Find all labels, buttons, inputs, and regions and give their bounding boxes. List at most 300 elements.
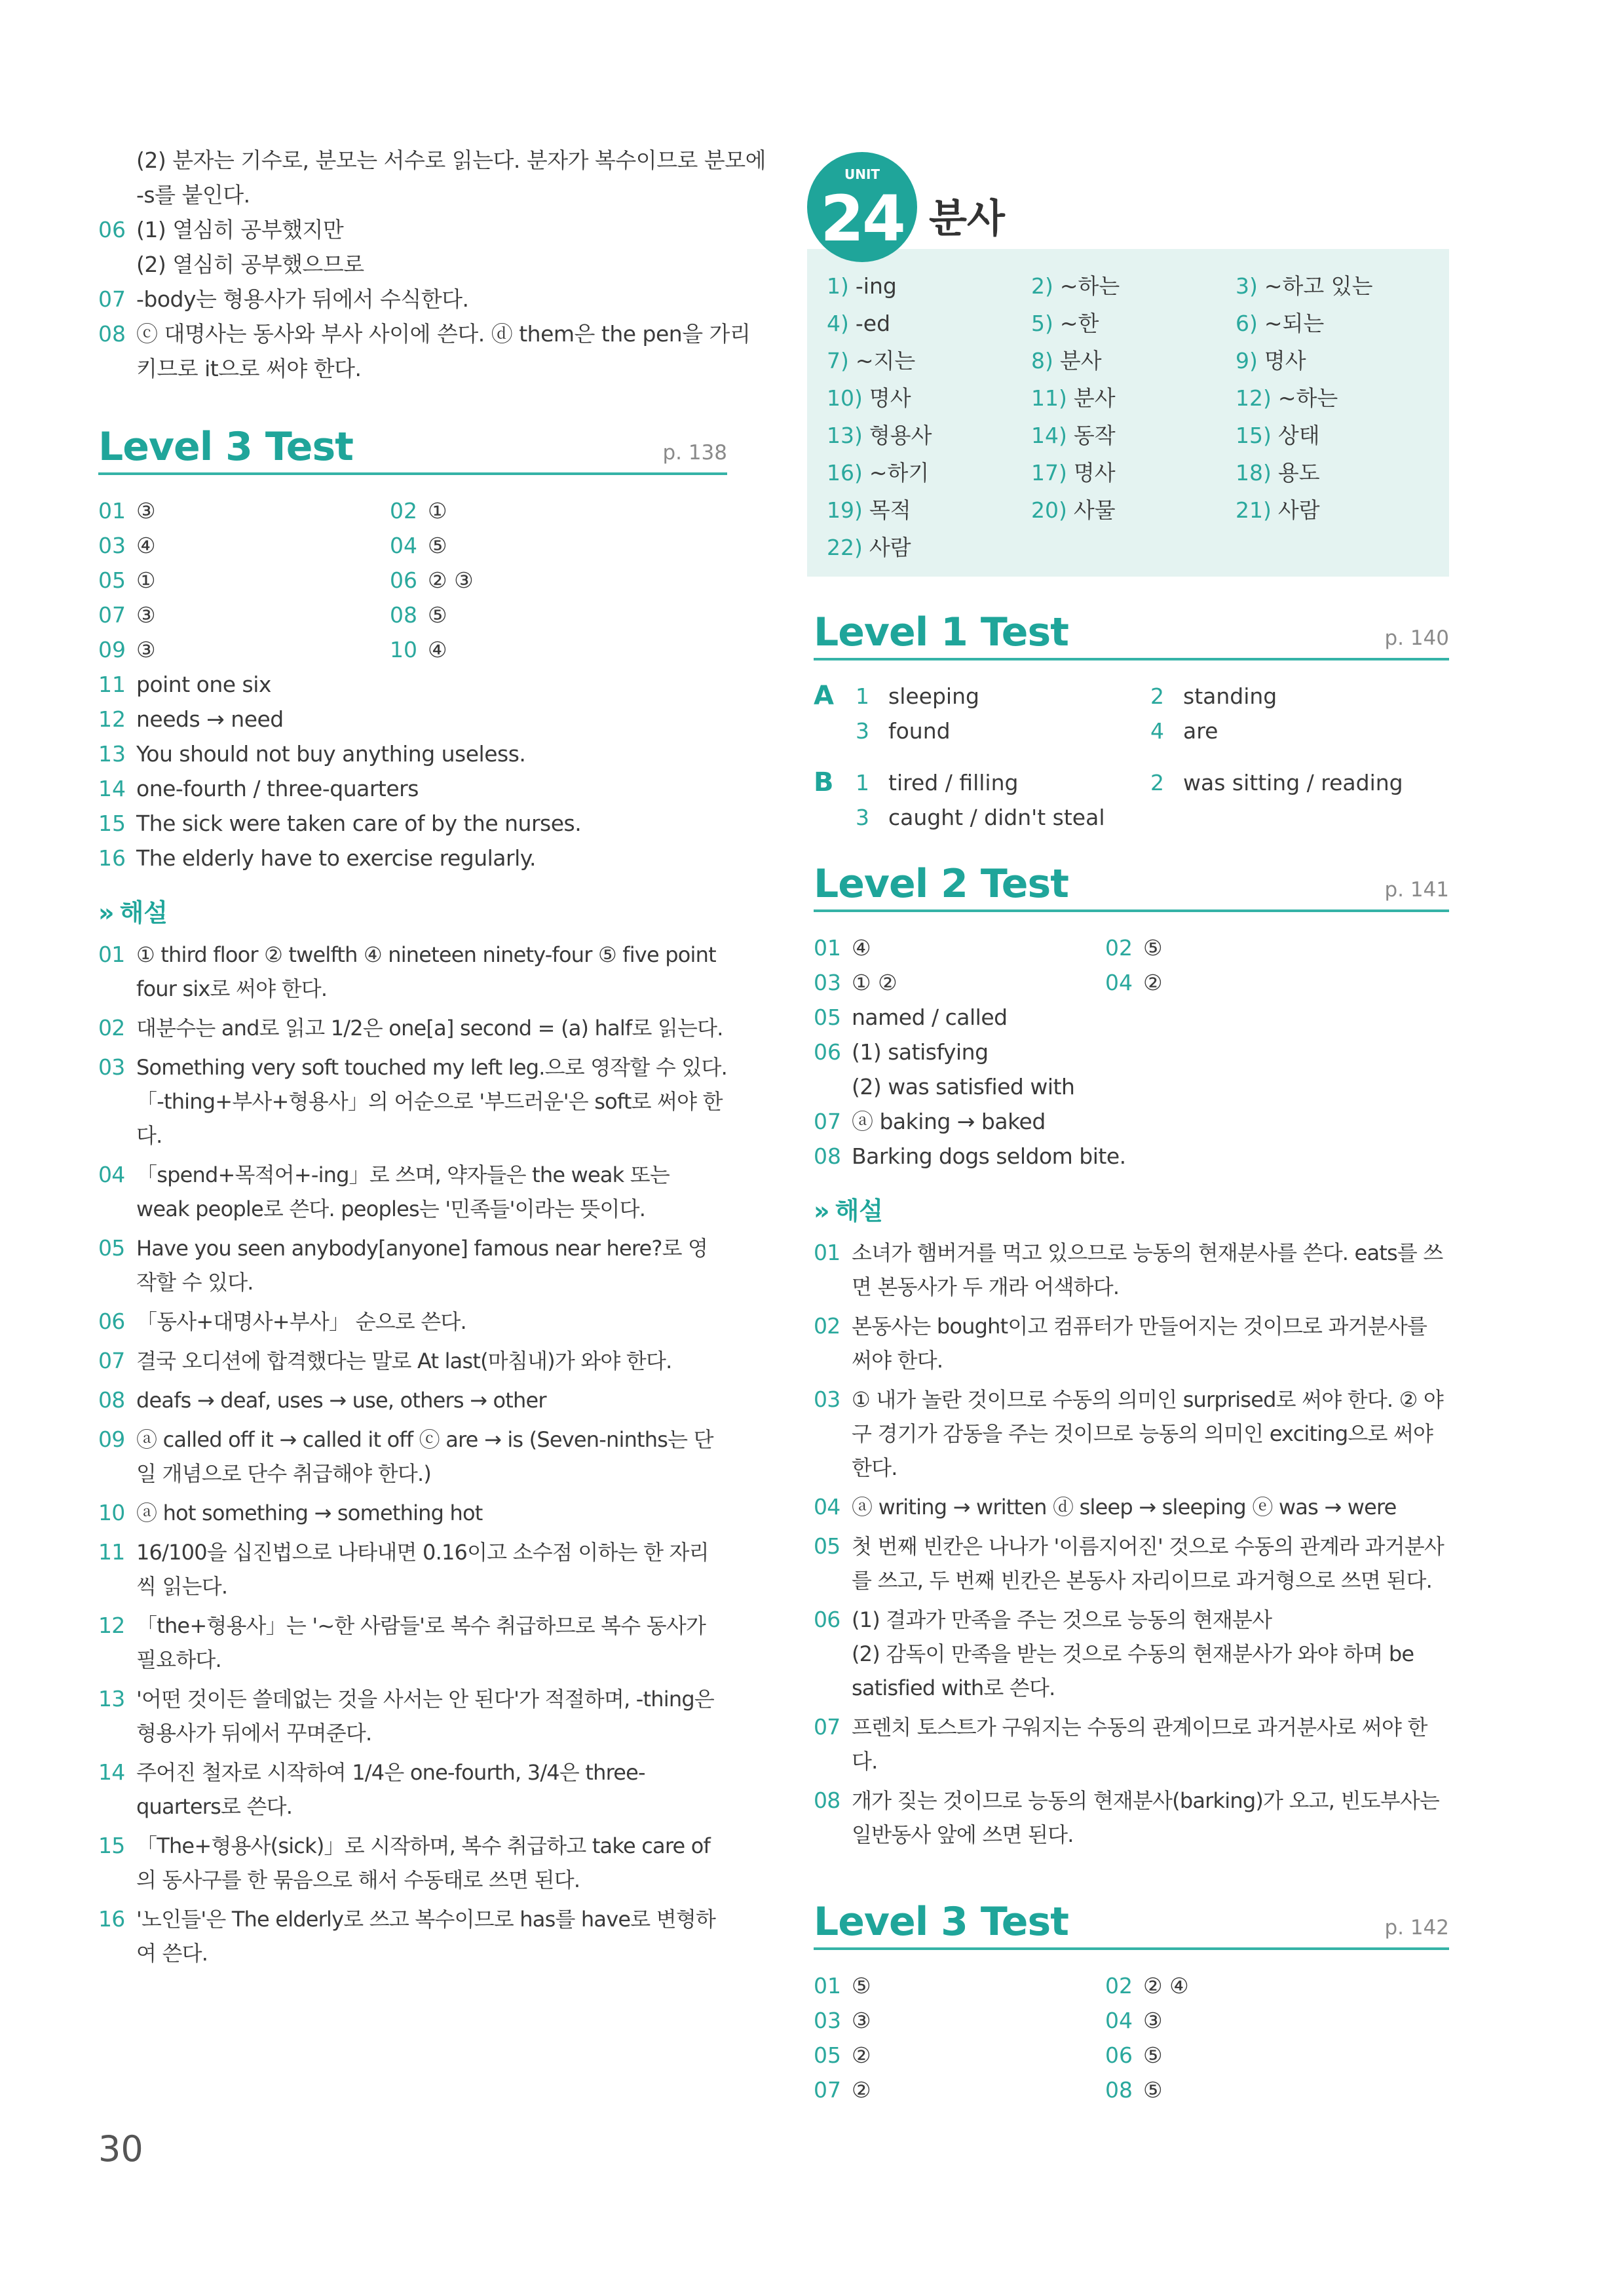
item-text: -s를 붙인다.: [136, 182, 250, 208]
item-number: 11: [98, 672, 126, 697]
unit-item: [1031, 417, 1236, 454]
left-column: [98, 0, 766, 1976]
item-answer: ④: [852, 935, 871, 961]
item-number: 01: [814, 1973, 841, 1999]
answer-cell: [814, 1968, 1105, 2003]
answer-line: [98, 316, 751, 351]
item-number: 7): [827, 348, 849, 373]
item-text: point one six: [136, 672, 271, 697]
item-number: 2): [1031, 273, 1053, 299]
unit-item: [827, 305, 1031, 342]
answer-line: [98, 282, 727, 316]
item-number: 08: [814, 1143, 841, 1169]
item-text: 키므로 it으로 써야 한다.: [136, 356, 362, 381]
item-number: 10: [98, 1500, 125, 1525]
item-number: 1: [856, 683, 869, 709]
item-number: 01: [814, 1240, 840, 1265]
item-answer: ⑤: [1143, 2042, 1163, 2068]
item-text: 사람: [1277, 497, 1320, 523]
answer-cell: [1105, 2038, 1397, 2073]
unit-item: [1031, 491, 1236, 529]
item-number: 08: [814, 1788, 840, 1813]
item-number: 02: [390, 498, 417, 524]
item-number: 05: [814, 1004, 841, 1030]
page-reference: p. 140: [1384, 626, 1449, 650]
section-heading: Level 3 Test: [814, 1899, 1068, 1945]
explanation-text: 대분수는 and로 읽고 1/2은 one[a] second = (a) half로 읽는다.: [136, 1016, 723, 1041]
explanation-item: [98, 1829, 727, 1897]
item-text: one-fourth / three-quarters: [136, 776, 419, 801]
item-number: 15): [1236, 423, 1272, 448]
answer-cell: [98, 528, 390, 563]
item-answer: ③: [136, 602, 156, 628]
item-answer: ②: [1143, 970, 1163, 995]
answer-line: [98, 247, 727, 282]
item-number: 09: [98, 637, 126, 662]
explanation-item: [98, 1535, 727, 1603]
item-text: ~한: [1059, 311, 1099, 336]
explanation-item: [814, 1603, 1449, 1705]
item-number: 08: [1105, 2077, 1133, 2103]
item-number: 14: [98, 776, 126, 801]
item-text: are: [1183, 718, 1218, 744]
unit-item: [1236, 305, 1440, 342]
page-number: 30: [98, 2128, 143, 2170]
answer-row: [814, 800, 1449, 835]
item-number: 16: [98, 1906, 125, 1932]
item-number: 10): [827, 385, 863, 411]
unit-summary-box: [807, 249, 1449, 577]
item-number: 08: [98, 321, 126, 347]
answer-line: [814, 1000, 1449, 1035]
item-answer: ②: [852, 2077, 871, 2103]
explanation-text: 소녀가 햄버거를 먹고 있으므로 능동의 현재분사를 쓴다. eats를 쓰면 본동사가 두 개라 어색하다.: [852, 1240, 1443, 1299]
item-text: 용도: [1277, 460, 1320, 486]
answer-line: [814, 1035, 1449, 1069]
explanation-text: 「The+형용사(sick)」로 시작하며, 복수 취급하고 take care of의 동사구를 한 묶음으로 해서 수동태로 쓰면 된다.: [136, 1833, 710, 1892]
page-reference: p. 138: [662, 441, 727, 465]
unit-label: UNIT: [844, 166, 880, 182]
item-number: 08: [390, 602, 417, 628]
answer-cell: [390, 493, 681, 528]
item-number: 01: [98, 498, 126, 524]
item-number: 03: [98, 533, 126, 558]
item-text: ~하는: [1059, 273, 1120, 299]
unit-item: [827, 529, 1031, 566]
item-number: 04: [814, 1494, 840, 1520]
item-answer: ③: [852, 2008, 871, 2033]
item-text: (1) 열심히 공부했지만: [136, 217, 344, 242]
explanation-heading: » 해설: [98, 898, 168, 927]
item-text: Barking dogs seldom bite.: [852, 1143, 1126, 1169]
item-number: 01: [98, 942, 125, 967]
item-text: 동작: [1073, 423, 1116, 448]
item-number: 03: [814, 1387, 840, 1412]
item-answer: ①: [428, 498, 447, 524]
answer-cell: [390, 632, 681, 667]
answer-cell: [390, 528, 681, 563]
item-number: 06: [814, 1039, 841, 1065]
group-letter: [814, 714, 856, 748]
answer-line: [98, 178, 727, 212]
answer-line: [98, 771, 727, 806]
answer-line: [98, 806, 727, 841]
item-number: 10: [390, 637, 417, 662]
item-text: -ing: [855, 273, 897, 299]
item-number: 06: [390, 567, 417, 593]
item-text: found: [888, 718, 951, 744]
item-number: 14: [98, 1759, 125, 1785]
explanation-text: ① 내가 놀란 것이므로 수동의 의미인 surprised로 써야 한다. ② 야구 경기가 감동을 주는 것이므로 능동의 의미인 exciting으로 써야 한다.: [852, 1387, 1444, 1480]
answer-group: [814, 679, 1449, 748]
group-letter: B: [814, 767, 834, 797]
item-answer: ④: [428, 637, 447, 662]
item-number: 22): [827, 535, 863, 560]
unit-item: [1236, 379, 1440, 417]
item-number: 8): [1031, 348, 1053, 373]
explanation-item: [98, 1231, 727, 1299]
item-text: needs → need: [136, 706, 284, 732]
item-text: (2) 열심히 공부했으므로: [136, 252, 364, 277]
item-text: tired / filling: [888, 770, 1019, 795]
item-text: sleeping: [888, 683, 979, 709]
item-answer: ③: [136, 637, 156, 662]
answer-line: [814, 1069, 1449, 1104]
item-number: 1): [827, 273, 849, 299]
answer-grid: [98, 493, 727, 667]
unit-item: [1031, 267, 1236, 305]
item-text: ~되는: [1264, 311, 1325, 336]
item-text: 형용사: [869, 423, 932, 448]
item-text: named / called: [852, 1004, 1008, 1030]
explanation-item: [814, 1383, 1449, 1485]
explanation-item: [98, 1344, 727, 1378]
item-text: 분사: [1073, 385, 1116, 411]
section-title: [814, 861, 1449, 912]
answer-list: [814, 1000, 1449, 1174]
explanation-list: [814, 1236, 1449, 1852]
answer-cell: [1105, 965, 1397, 1000]
unit-badge: [807, 152, 917, 262]
answer-cell: [1150, 679, 1445, 714]
section-title: [98, 424, 727, 475]
explanation-item: [98, 1158, 727, 1226]
item-number: 15: [98, 811, 126, 836]
explanation-text: 결국 오디션에 합격했다는 말로 At last(마침내)가 와야 한다.: [136, 1349, 672, 1373]
item-number: 04: [98, 1162, 125, 1187]
explanation-item: [98, 1902, 727, 1970]
unit-item: [827, 379, 1031, 417]
item-number: 05: [814, 2042, 841, 2068]
unit-item: [827, 491, 1031, 529]
explanation-text: '노인들'은 The elderly로 쓰고 복수이므로 has를 have로 변형하여 쓴다.: [136, 1907, 716, 1966]
unit-item: [1236, 342, 1440, 379]
answer-cell: [1105, 2003, 1397, 2038]
item-number: 14): [1031, 423, 1067, 448]
page-reference: p. 141: [1384, 878, 1449, 902]
item-answer: ③: [1143, 2008, 1163, 2033]
answer-cell: [814, 2003, 1105, 2038]
item-text: ~하기: [869, 460, 930, 486]
item-number: 02: [814, 1313, 840, 1339]
item-number: 4: [1150, 718, 1164, 744]
item-number: 13: [98, 1686, 125, 1712]
item-text: 사물: [1073, 497, 1116, 523]
explanation-item: [814, 1490, 1449, 1524]
level1-test: [814, 609, 1449, 835]
item-number: 06: [98, 217, 126, 242]
item-text: ⓐ baking → baked: [852, 1109, 1046, 1134]
item-number: 5): [1031, 311, 1053, 336]
answer-cell: [98, 598, 390, 632]
explanation-text: (1) 결과가 만족을 주는 것으로 능동의 현재분사 (2) 감독이 만족을 받는 것으로 수동의 현재분사가 와야 하며 be satisfied with로 쓴다.: [852, 1607, 1414, 1700]
answer-line: [98, 841, 727, 875]
explanation-item: [814, 1784, 1449, 1852]
item-answer: ② ④: [1143, 1973, 1189, 1999]
item-number: 3: [856, 805, 869, 830]
item-number: 06: [814, 1607, 840, 1632]
double-chevron-icon: »: [814, 1196, 823, 1225]
explanation-text: 「spend+목적어+-ing」로 쓰며, 약자들은 the weak 또는 weak people로 쓴다. peoples는 '민족들'이라는 뜻이다.: [136, 1162, 670, 1221]
answer-grid: [814, 930, 1449, 1000]
item-text: ~하는: [1277, 385, 1338, 411]
item-number: 3): [1236, 273, 1258, 299]
unit-item: [1031, 454, 1236, 491]
item-number: 02: [1105, 935, 1133, 961]
unit-item: [827, 454, 1031, 491]
answer-row: [814, 765, 1449, 800]
item-answer: ⑤: [428, 602, 447, 628]
item-number: 07: [98, 286, 126, 312]
item-number: 05: [98, 1235, 125, 1261]
item-text: was sitting / reading: [1183, 770, 1403, 795]
answer-cell: [814, 930, 1105, 965]
item-answer: ②: [852, 2042, 871, 2068]
previous-unit-explanations: [98, 143, 766, 386]
item-text: 명사: [869, 385, 911, 411]
item-answer: ③: [136, 498, 156, 524]
explanation-item: [98, 1682, 727, 1750]
item-number: 08: [98, 1387, 125, 1413]
item-text: -ed: [855, 311, 891, 336]
item-number: 12): [1236, 385, 1272, 411]
item-text: (1) satisfying: [852, 1039, 989, 1065]
item-answer: ① ②: [852, 970, 897, 995]
explanation-text: ⓐ called off it → called it off ⓒ are → is (Seven-ninths는 단일 개념으로 단수 취급해야 한다.): [136, 1427, 713, 1486]
unit-number: 24: [820, 182, 904, 256]
item-number: 16): [827, 460, 863, 486]
explanation-item: [98, 1011, 727, 1045]
page-reference: p. 142: [1384, 1916, 1449, 1940]
answer-line: [98, 143, 766, 178]
answer-line: [98, 702, 727, 737]
explanation-text: Something very soft touched my left leg.으로 영작할 수 있다. 「-thing+부사+형용사」의 어순으로 '부드러운'은 soft로 써야 한다.: [136, 1055, 727, 1148]
explanation-text: deafs → deaf, uses → use, others → other: [136, 1388, 546, 1413]
unit-item: [827, 417, 1031, 454]
item-number: 04: [390, 533, 417, 558]
answer-cell: [814, 2038, 1105, 2073]
explanation-text: ⓐ hot something → something hot: [136, 1501, 483, 1525]
item-text: ~하고 있는: [1264, 273, 1373, 299]
item-number: 20): [1031, 497, 1067, 523]
unit-item: [1236, 267, 1440, 305]
explanation-item: [98, 1496, 727, 1530]
answer-line: [98, 212, 727, 247]
explanation-heading: » 해설: [814, 1196, 883, 1225]
group-letter: [814, 800, 856, 835]
explanation-item: [98, 1423, 727, 1491]
item-number: 18): [1236, 460, 1272, 486]
item-answer: ② ③: [428, 567, 474, 593]
answer-line: [814, 1104, 1449, 1139]
item-number: 3: [856, 718, 869, 744]
item-text: -body는 형용사가 뒤에서 수식한다.: [136, 286, 469, 312]
group-letter: A: [814, 681, 834, 711]
item-number: 13: [98, 741, 126, 767]
item-text: You should not buy anything useless.: [136, 741, 526, 767]
unit-item: [1031, 305, 1236, 342]
explanation-text: Have you seen anybody[anyone] famous near here?로 영작할 수 있다.: [136, 1236, 708, 1295]
section-heading: Level 1 Test: [814, 609, 1068, 655]
item-number: 4): [827, 311, 849, 336]
level2-test: [814, 861, 1449, 1852]
answer-cell: [1150, 765, 1445, 800]
item-text: The sick were taken care of by the nurses.: [136, 811, 582, 836]
level3-test-right: [814, 1899, 1449, 2107]
answer-row: [814, 714, 1449, 748]
unit-item: [827, 267, 1031, 305]
unit-item: [1236, 454, 1440, 491]
item-number: 2: [1150, 770, 1164, 795]
explanation-text: 개가 짖는 것이므로 능동의 현재분사(barking)가 오고, 빈도부사는 일반동사 앞에 쓰면 된다.: [852, 1788, 1440, 1847]
answer-cell: [856, 765, 1150, 800]
explanation-item: [98, 1609, 727, 1677]
item-text: 명사: [1073, 460, 1116, 486]
item-text: (2) was satisfied with: [852, 1074, 1075, 1100]
explanation-item: [98, 1755, 727, 1824]
answer-cell: [856, 679, 1150, 714]
item-answer: ⑤: [1143, 2077, 1163, 2103]
item-number: 6): [1236, 311, 1258, 336]
item-number: 03: [814, 2008, 841, 2033]
item-number: 15: [98, 1833, 125, 1858]
item-text: 명사: [1264, 348, 1306, 373]
item-text: (2) 분자는 기수로, 분모는 서수로 읽는다. 분자가 복수이므로 분모에: [136, 147, 766, 173]
unit-item: [1236, 491, 1440, 529]
answer-cell: [390, 598, 681, 632]
item-number: 11): [1031, 385, 1067, 411]
item-text: ⓒ 대명사는 동사와 부사 사이에 쓴다. ⓓ them은 the pen을 가리: [136, 321, 751, 347]
answer-cell: [98, 632, 390, 667]
item-number: 06: [1105, 2042, 1133, 2068]
answer-cell: [1105, 2073, 1397, 2107]
item-number: 07: [98, 602, 126, 628]
item-number: 07: [814, 1109, 841, 1134]
item-number: 04: [1105, 970, 1133, 995]
explanation-item: [98, 1050, 727, 1153]
item-number: 21): [1236, 497, 1272, 523]
item-number: 05: [814, 1533, 840, 1559]
right-column: [814, 609, 1449, 2107]
item-number: 02: [1105, 1973, 1133, 1999]
answer-group: [814, 765, 1449, 835]
explanation-text: 첫 번째 빈칸은 나나가 '이름지어진' 것으로 수동의 관계라 과거분사를 쓰고, 두 번째 빈칸은 본동사 자리이므로 과거형으로 쓰면 된다.: [852, 1534, 1444, 1593]
explanation-item: [98, 1383, 727, 1417]
explanation-text: ① third floor ② twelfth ④ nineteen ninety-four ⑤ five point four six로 써야 한다.: [136, 942, 716, 1001]
explanation-item: [814, 1710, 1449, 1778]
item-number: 19): [827, 497, 863, 523]
answer-cell: [390, 563, 681, 598]
answer-cell: [1105, 1968, 1397, 2003]
item-number: 03: [814, 970, 841, 995]
answer-line: [98, 667, 727, 702]
answer-cell: [814, 965, 1105, 1000]
explanation-item: [814, 1236, 1449, 1304]
explanation-text: 프렌치 토스트가 구워지는 수동의 관계이므로 과거분사로 써야 한다.: [852, 1715, 1427, 1774]
explanation-text: 16/100을 십진법으로 나타내면 0.16이고 소수점 이하는 한 자리씩 읽는다.: [136, 1540, 709, 1599]
explanation-text: ⓐ writing → written ⓓ sleep → sleeping ⓔ was → were: [852, 1495, 1397, 1520]
item-answer: ①: [136, 567, 156, 593]
answer-cell: [856, 714, 1150, 748]
explanation-item: [98, 1305, 727, 1339]
item-number: 11: [98, 1539, 125, 1565]
explanation-text: 주어진 철자로 시작하여 1/4은 one-fourth, 3/4은 three-quarters로 쓴다.: [136, 1760, 645, 1819]
explanation-text: 「동사+대명사+부사」 순으로 쓴다.: [136, 1309, 466, 1334]
item-number: 16: [98, 845, 126, 871]
explanation-item: [98, 938, 727, 1006]
item-text: caught / didn't steal: [888, 805, 1105, 830]
item-text: standing: [1183, 683, 1277, 709]
answer-line: [814, 1139, 1449, 1174]
item-number: 13): [827, 423, 863, 448]
unit-item: [1031, 342, 1236, 379]
item-text: ~지는: [855, 348, 916, 373]
section-title: [814, 1899, 1449, 1950]
unit-item: [1236, 417, 1440, 454]
item-number: 12: [98, 706, 126, 732]
section-title: [814, 609, 1449, 660]
answer-line: [98, 351, 727, 386]
item-number: 17): [1031, 460, 1067, 486]
explanation-text: 본동사는 bought이고 컴퓨터가 만들어지는 것이므로 과거분사를 써야 한다.: [852, 1314, 1427, 1373]
item-number: 06: [98, 1309, 125, 1334]
answer-cell: [98, 563, 390, 598]
answer-cell: [814, 2073, 1105, 2107]
item-text: The elderly have to exercise regularly.: [136, 845, 537, 871]
item-answer: ⑤: [428, 533, 447, 558]
explanation-item: [814, 1529, 1449, 1598]
answer-cell: [98, 493, 390, 528]
item-answer: ④: [136, 533, 156, 558]
item-number: 04: [1105, 2008, 1133, 2033]
level3-test-left: [98, 424, 727, 1970]
answer-grid: [814, 1968, 1449, 2107]
item-number: 07: [98, 1348, 125, 1373]
item-text: 분사: [1059, 348, 1102, 373]
item-text: 상태: [1277, 423, 1320, 448]
level1-answers: [814, 679, 1449, 835]
item-number: 07: [814, 1714, 840, 1740]
item-text: 목적: [869, 497, 911, 523]
item-number: 12: [98, 1613, 125, 1638]
explanation-text: '어떤 것이든 쓸데없는 것을 사서는 안 된다'가 적절하며, -thing은 형용사가 뒤에서 꾸며준다.: [136, 1687, 714, 1746]
item-number: 02: [98, 1015, 125, 1041]
unit-item: [1031, 379, 1236, 417]
answer-row: [814, 679, 1449, 714]
item-answer: ⑤: [852, 1973, 871, 1999]
answer-line: [98, 737, 727, 771]
item-number: 1: [856, 770, 869, 795]
